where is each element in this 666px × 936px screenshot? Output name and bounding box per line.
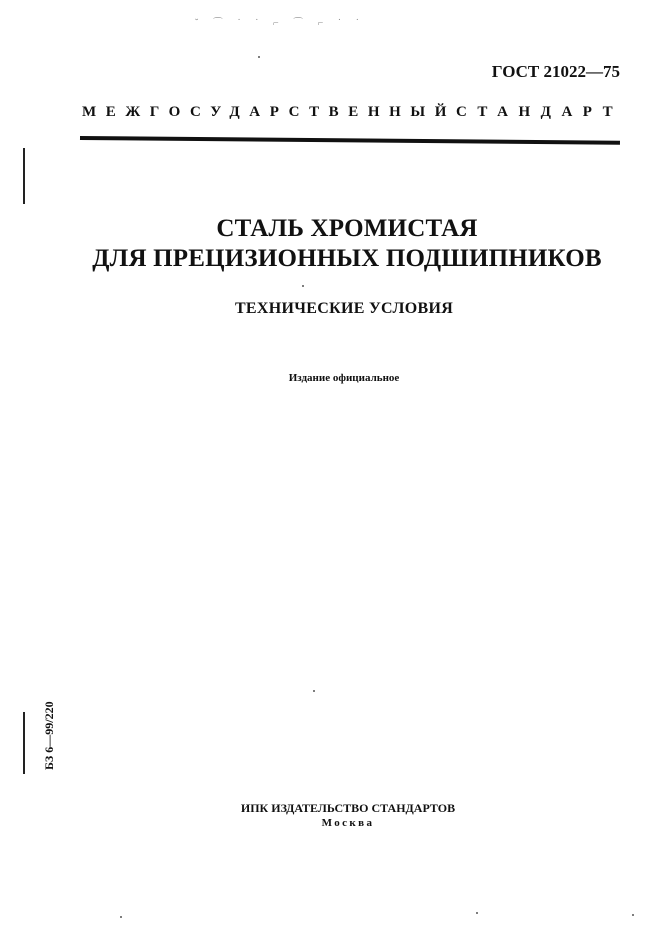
scan-speck <box>258 56 260 58</box>
margin-scan-line <box>23 712 25 774</box>
category-interstate: МЕЖГОСУДАРСТВЕННЫЙ <box>82 104 457 120</box>
document-title <box>0 214 666 274</box>
scan-artifact: ˘ ⌒ ˙ ˙ ⌐ ⌒ ⌐ ˙ ˙ <box>195 18 365 29</box>
publisher-name: ИПК ИЗДАТЕЛЬСТВО СТАНДАРТОВ <box>240 801 456 815</box>
edition-note: Издание официальное <box>288 372 400 384</box>
title-line-1: СТАЛЬ ХРОМИСТАЯ <box>216 215 478 242</box>
category-standard: СТАНДАРТ <box>456 104 624 120</box>
standard-category <box>82 104 622 121</box>
header-rule <box>80 136 620 145</box>
margin-scan-line <box>23 148 25 204</box>
side-code: БЗ 6—99/220 <box>42 701 56 770</box>
scan-speck <box>313 690 315 692</box>
title-line-2: ДЛЯ ПРЕЦИЗИОННЫХ ПОДШИПНИКОВ <box>92 245 602 272</box>
scan-speck <box>302 285 304 287</box>
scan-speck <box>120 916 122 918</box>
scan-speck <box>632 914 634 916</box>
document-subtitle: ТЕХНИЧЕСКИЕ УСЛОВИЯ <box>234 300 454 317</box>
publisher-block <box>0 801 666 831</box>
publisher-city: Москва <box>321 817 375 829</box>
scan-speck <box>476 912 478 914</box>
gost-number: ГОСТ 21022—75 <box>491 62 620 81</box>
